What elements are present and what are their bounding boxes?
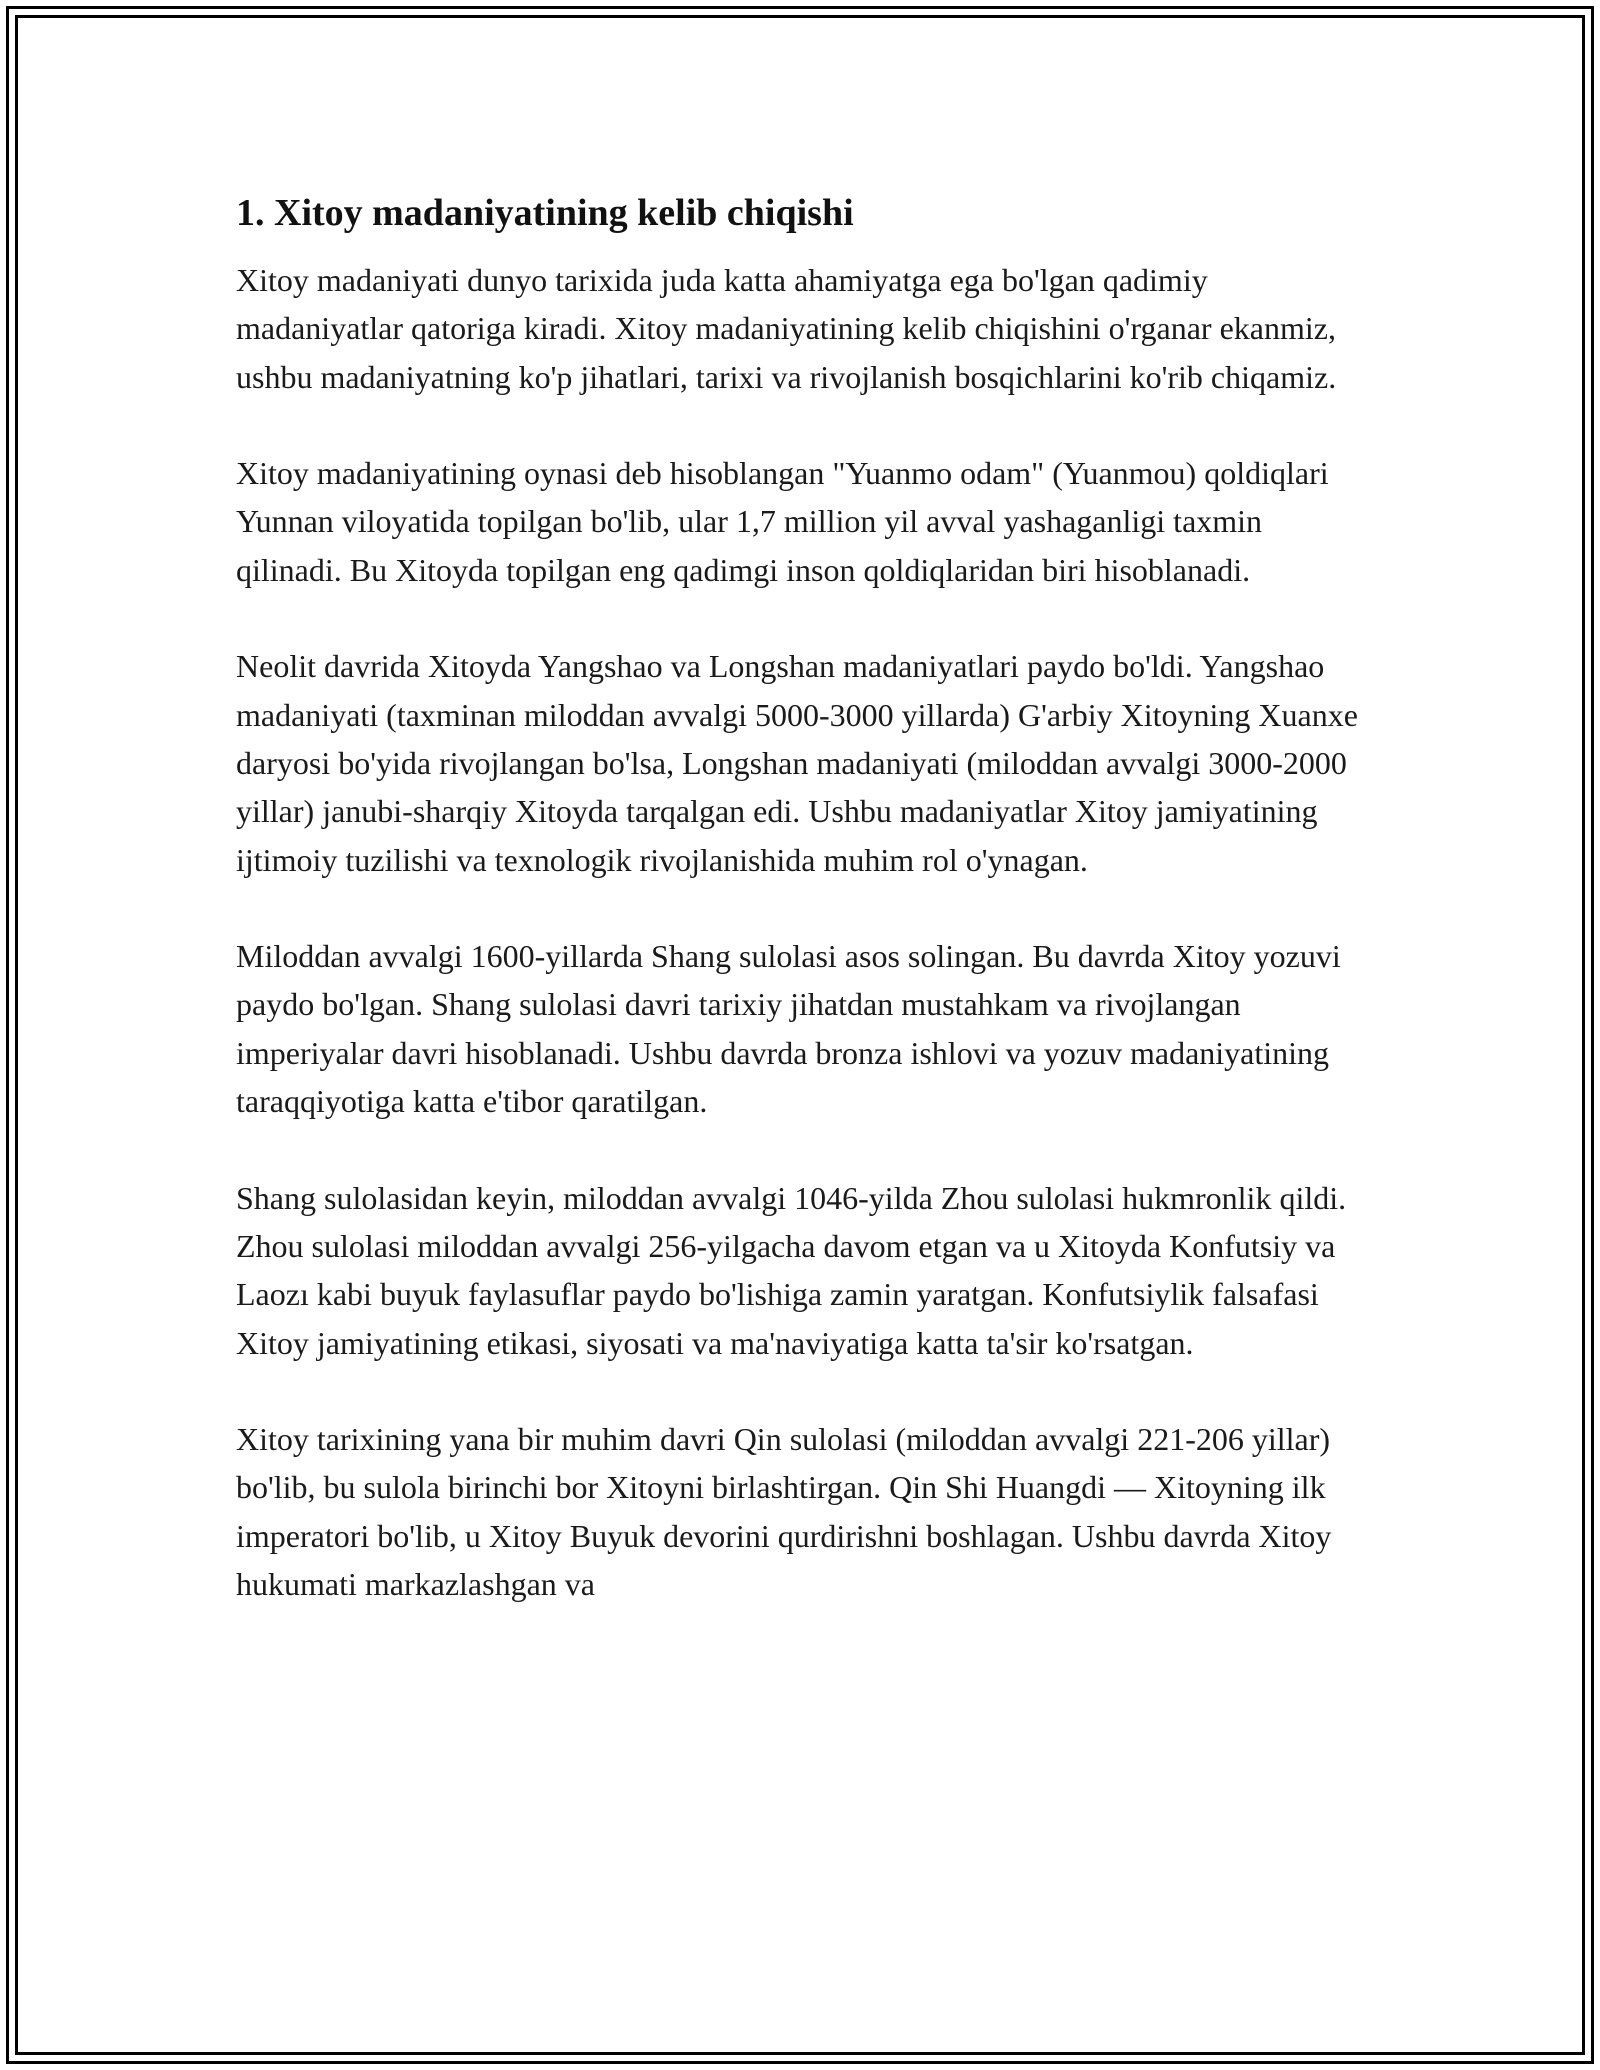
paragraph-shang-dynasty: Miloddan avvalgi 1600-yillarda Shang sulolasi asos solingan. Bu davrda Xitoy yozuvi paydo bo'lgan. Shang sulolasi davri tarixiy jihatdan mustahkam va rivojlangan imperiyalar davri hisoblanadi. Ushbu davrda bronza ishlovi va yozuv madaniyatining taraqqiyotiga katta e'tibor qaratilgan. [236,938,1341,1120]
paragraph-origin-intro: Xitoy madaniyati dunyo tarixida juda katta ahamiyatga ega bo'lgan qadimiy madaniyatlar qatoriga kiradi. Xitoy madaniyatining kelib chiqishini o'rganar ekanmiz, ushbu madaniyatning ko'p jihatlari, tarixi va rivojlanish bosqichlarini ko'rib chiqamiz. [236,262,1337,395]
document-page [236,186,1370,1657]
paragraph-neolithic-cultures: Neolit davrida Xitoyda Yangshao va Longshan madaniyatlari paydo bo'ldi. Yangshao madaniyati (taxminan miloddan avvalgi 5000-3000 yillarda) G'arbiy Xitoyning Xuanxe daryosi bo'yida rivojlangan bo'lsa, Longshan madaniyati (miloddan avvalgi 3000-2000 yillar) janubi-sharqiy Xitoyda tarqalgan edi. Ushbu madaniyatlar Xitoy jamiyatining ijtimoiy tuzilishi va texnologik rivojlanishida muhim rol o'ynagan. [236,648,1358,878]
paragraph-qin-dynasty: Xitoy tarixining yana bir muhim davri Qin sulolasi (miloddan avvalgi 221-206 yillar) bo'lib, bu sulola birinchi bor Xitoyni birlashtirgan. Qin Shi Huangdi — Xitoyning ilk imperatori bo'lib, u Xitoy Buyuk devorini qurdirishni boshlagan. Ushbu davrda Xitoy hukumati markazlashgan va [236,1421,1332,1603]
section-title: 1. Xitoy madaniyatining kelib chiqishi [236,192,854,234]
paragraph-yuanmou-man: Xitoy madaniyatining oynasi deb hisoblangan "Yuanmo odam" (Yuanmou) qoldiqlari Yunnan viloyatida topilgan bo'lib, ular 1,7 million yil avval yashaganligi taxmin qilinadi. Bu Xitoyda topilgan eng qadimgi inson qoldiqlaridan biri hisoblanadi. [236,455,1329,588]
paragraph-zhou-dynasty: Shang sulolasidan keyin, miloddan avvalgi 1046-yilda Zhou sulolasi hukmronlik qildi. Zhou sulolasi miloddan avvalgi 256-yilgacha davom etgan va u Xitoyda Konfutsiy va Laozı kabi buyuk faylasuflar paydo bo'lishiga zamin yaratgan. Konfutsiylik falsafasi Xitoy jamiyatining etikasi, siyosati va ma'naviyatiga katta ta'sir ko'rsatgan. [236,1179,1347,1361]
